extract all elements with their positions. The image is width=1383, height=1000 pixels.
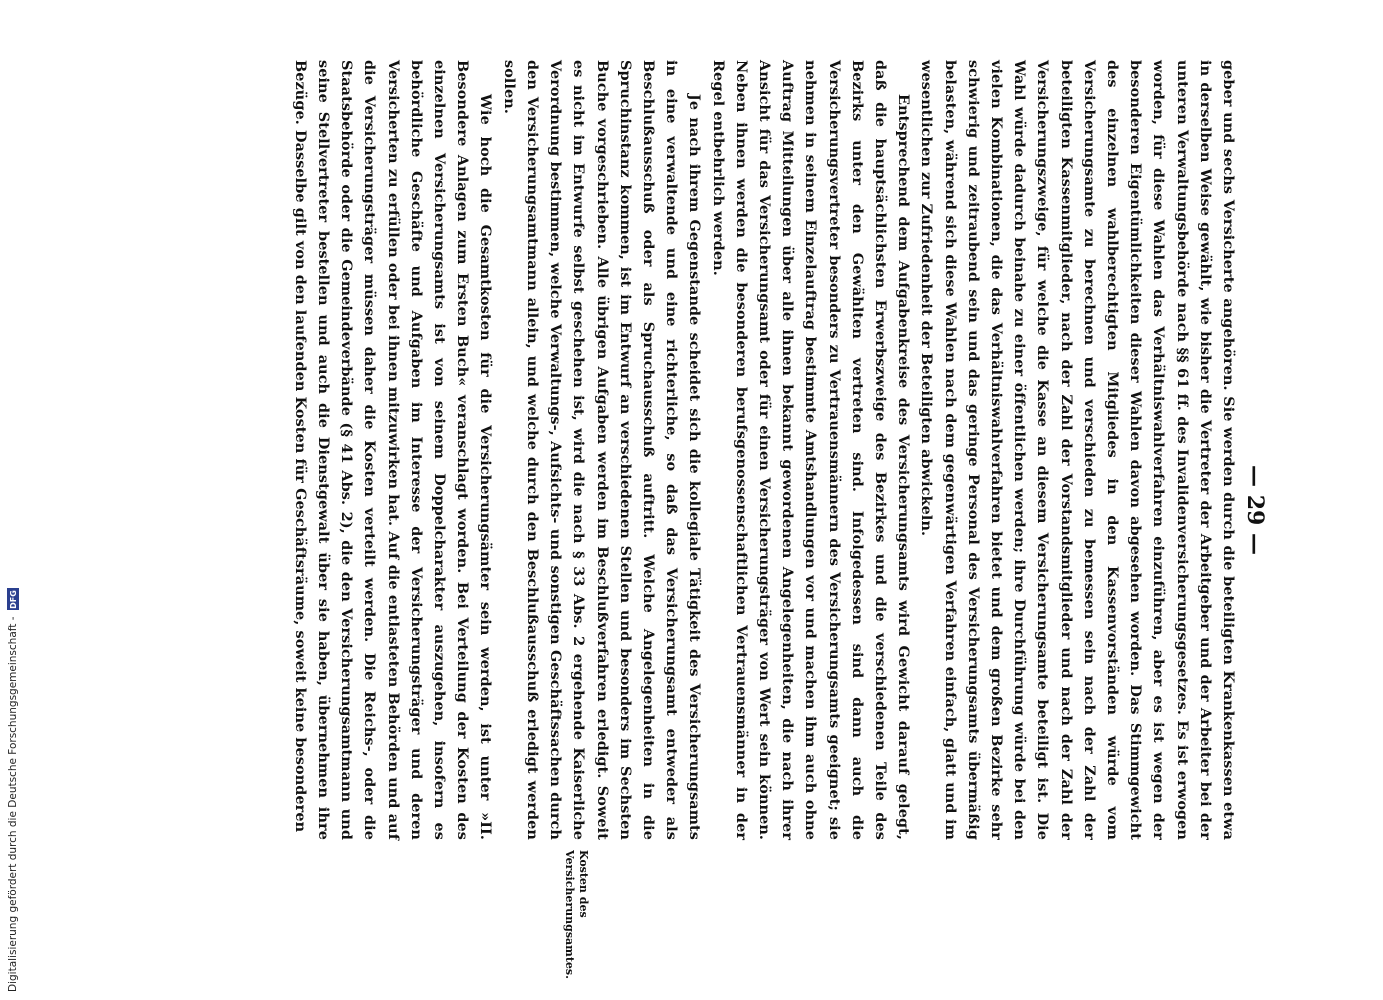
- paragraph: Wie hoch die Gesamtkosten für die Versicherungsämter sein werden, ist unter »II. Besondere Anlagen zum Ersten Buch« veranschlagt worden. Bei Verteilung der Kosten des einzelnen Versicherungsamts ist von seinem Doppelcharakter auszugehen, insofern es behördliche Geschäfte und Aufgaben im Interesse der Versicherungsträger und deren Versicherten zu erfüllen oder bei ihnen mitzuwirken hat. Auf die entlasteten Behörden und auf die Versicherungsträger müssen daher die Kosten verteilt werden. Die Reichs-, oder die Staatsbehörde oder die Gemeindeverbände (§ 41 Abs. 2), die den Versicherungsamtmann und seine Stellvertreter bestellen und auch die Dienstgewalt über sie haben, übernehmen ihre Bezüge. Dasselbe gilt von den laufenden Kosten für Geschäftsräume, soweit keine besonderen: [291, 60, 495, 840]
- scanned-page: [291, 60, 1280, 979]
- page-number: — 29 —: [1242, 465, 1268, 555]
- footer-credit: Digitalisierung gefördert durch die Deutsche Forschungsgemeinschaft -: [7, 616, 19, 992]
- dfg-logo: DFG: [8, 590, 18, 609]
- digitization-footer: [4, 0, 22, 1000]
- paragraph: Je nach ihrem Gegenstande scheidet sich die kollegiale Tätigkeit des Versicherungsamts in eine verwaltende und eine richterliche, so daß das Versicherungsamt entweder als Beschlußausschuß oder als Spruchausschuß auftritt. Welche Angelegenheiten in die Spruchinstanz kommen, ist im Entwurf an verschiedenen Stellen und besonders im Sechsten Buche vorgeschrieben. Alle übrigen Aufgaben werden im Beschlußverfahren erledigt. Soweit es nicht im Entwurfe selbst geschehen ist, wird die nach § 33 Abs. 2 ergehende Kaiserliche Verordnung bestimmen, welche Verwaltungs-, Aufsichts- und sonstigen Geschäftssachen durch den Versicherungsamtmann allein, und welche durch den Beschlußausschuß erledigt werden sollen.: [500, 60, 704, 840]
- body-text: [289, 60, 1240, 840]
- paragraph: geber und sechs Versicherte angehören. Sie werden durch die beteiligten Krankenkassen etwa in derselben Weise gewählt, wie bisher die Vertreter der Arbeitgeber und der Arbeiter bei der unteren Verwaltungsbehörde nach §§ 61 ff. des Invalidenversicherungsgesetzes. Es ist erwogen worden, für diese Wahlen das Verhältniswahlverfahren einzuführen, aber es ist wegen der besonderen Eigentümlichkeiten dieser Wahlen davon abgesehen worden. Das Stimmgewicht des einzelnen wahlberechtigten Mitgliedes in den Kassenvorständen würde vom Versicherungsamte zu berechnen und verschieden zu bemessen sein nach der Zahl der beteiligten Kassenmitglieder, nach der Zahl der Vorstandsmitglieder und nach der Zahl der Versicherungszweige, für welche die Kasse an diesem Versicherungsamte beteiligt ist. Die Wahl würde dadurch beinahe zu einer öffentlichen werden; ihre Durchführung würde bei den vielen Kombinationen, die das Verhältniswahlverfahren bietet und dem großen Bezirke sehr schwierig und zeitraubend sein und das geringe Personal des Versicherungsamts übermäßig belasten, während sich diese Wahlen nach dem gegenwärtigen Verfahren einfach, glatt und im wesentlichen zur Zufriedenheit der Beteiligten abwickeln.: [918, 60, 1237, 840]
- margin-note: Kosten des Versicherungsamtes.: [563, 850, 590, 979]
- paragraph: Entsprechend dem Aufgabenkreise des Versicherungsamts wird Gewicht darauf gelegt, daß die hauptsächlichsten Erwerbszweige des Bezirkes und die verschiedenen Teile des Bezirks unter den Gewählten vertreten sind. Infolgedessen sind dann auch die Versicherungsvertreter besonders zu Vertrauensmännern des Versicherungsamts geeignet; sie nehmen in seinem Einzelauftrag bestimmte Amtshandlungen vor und machen ihm auch ohne Auftrag Mitteilungen über alle ihnen bekannt gewordenen Angelegenheiten, die nach ihrer Ansicht für das Versicherungsamt oder für einen Versicherungsträger von Wert sein können. Neben ihnen werden die besonderen berufsgenossenschaftlichen Vertrauensmänner in der Regel entbehrlich werden.: [709, 60, 913, 840]
